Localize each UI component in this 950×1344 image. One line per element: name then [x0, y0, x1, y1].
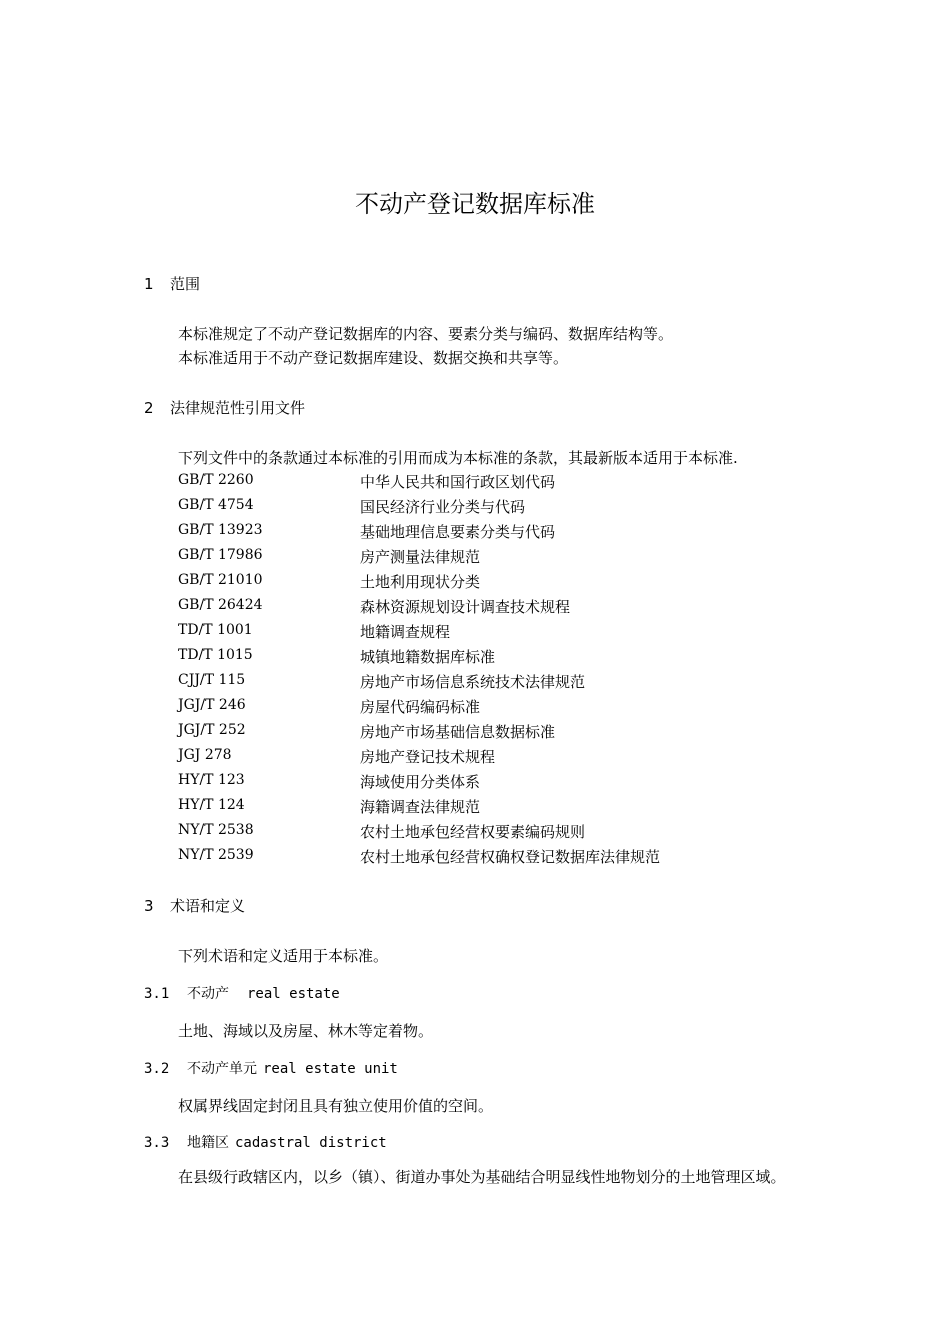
reference-title: 房地产市场基础信息数据标准: [360, 723, 556, 741]
reference-title: 中华人民共和国行政区划代码: [360, 473, 556, 491]
reference-title: 房地产市场信息系统技术法律规范: [360, 673, 586, 691]
term-number: 3.1: [144, 986, 170, 1002]
term-chinese: 不动产单元: [187, 1061, 257, 1077]
term-number: 3.3: [144, 1135, 170, 1151]
reference-title: 房地产登记技术规程: [360, 748, 496, 766]
section-number: 2: [144, 399, 154, 417]
reference-code: CJJ/T 115: [178, 672, 246, 688]
reference-code: GB/T 4754: [178, 497, 254, 513]
reference-title: 森林资源规划设计调查技术规程: [360, 598, 571, 616]
reference-code: JGJ/T 246: [178, 697, 246, 713]
term-definition: 土地、海域以及房屋、林木等定着物。: [178, 1022, 434, 1040]
section-title: 术语和定义: [170, 897, 246, 915]
reference-title: 农村土地承包经营权要素编码规则: [360, 823, 586, 841]
section-title: 法律规范性引用文件: [170, 399, 306, 417]
reference-title: 海籍调查法律规范: [360, 798, 481, 816]
reference-code: TD/T 1015: [178, 647, 253, 663]
section-heading-2: [144, 397, 305, 418]
term-heading-3-2: [144, 1058, 398, 1078]
reference-code: GB/T 21010: [178, 572, 263, 588]
reference-title: 房屋代码编码标准: [360, 698, 481, 716]
reference-title: 国民经济行业分类与代码: [360, 498, 526, 516]
reference-code: HY/T 124: [178, 797, 245, 813]
reference-title: 基础地理信息要素分类与代码: [360, 523, 556, 541]
reference-code: GB/T 26424: [178, 597, 263, 613]
reference-title: 城镇地籍数据库标准: [360, 648, 496, 666]
reference-title: 地籍调查规程: [360, 623, 451, 641]
reference-code: NY/T 2538: [178, 822, 254, 838]
section-title: 范围: [170, 275, 201, 293]
reference-code: HY/T 123: [178, 772, 245, 788]
term-english: real estate unit: [263, 1061, 398, 1077]
reference-code: JGJ 278: [178, 747, 232, 763]
reference-title: 土地利用现状分类: [360, 573, 481, 591]
term-definition: 权属界线固定封闭且具有独立使用价值的空间。: [178, 1097, 494, 1115]
reference-title: 农村土地承包经营权确权登记数据库法律规范: [360, 848, 661, 866]
term-definition: 在县级行政辖区内，以乡（镇）、街道办事处为基础结合明显线性地物划分的土地管理区域。: [178, 1168, 786, 1186]
term-number: 3.2: [144, 1061, 170, 1077]
scope-paragraph-1: 本标准规定了不动产登记数据库的内容、要素分类与编码、数据库结构等。: [178, 325, 674, 343]
term-english: cadastral district: [235, 1135, 387, 1151]
scope-paragraph-2: 本标准适用于不动产登记数据库建设、数据交换和共享等。: [178, 349, 569, 367]
reference-title: 房产测量法律规范: [360, 548, 481, 566]
document-title: 不动产登记数据库标准: [355, 190, 595, 218]
terms-intro: 下列术语和定义适用于本标准。: [178, 947, 389, 965]
reference-code: GB/T 17986: [178, 547, 263, 563]
section-heading-1: [144, 273, 200, 294]
term-chinese: 不动产: [187, 986, 229, 1002]
term-english: real estate: [247, 986, 340, 1002]
section-number: 1: [144, 275, 154, 293]
reference-title: 海域使用分类体系: [360, 773, 481, 791]
reference-code: NY/T 2539: [178, 847, 254, 863]
reference-code: JGJ/T 252: [178, 722, 246, 738]
section-heading-3: [144, 895, 245, 916]
reference-code: TD/T 1001: [178, 622, 253, 638]
term-chinese: 地籍区: [187, 1135, 229, 1151]
references-intro: 下列文件中的条款通过本标准的引用而成为本标准的条款，其最新版本适用于本标准.: [178, 449, 738, 467]
section-number: 3: [144, 897, 154, 915]
reference-code: GB/T 13923: [178, 522, 263, 538]
reference-code: GB/T 2260: [178, 472, 254, 488]
term-heading-3-1: [144, 983, 340, 1003]
term-heading-3-3: [144, 1132, 387, 1152]
